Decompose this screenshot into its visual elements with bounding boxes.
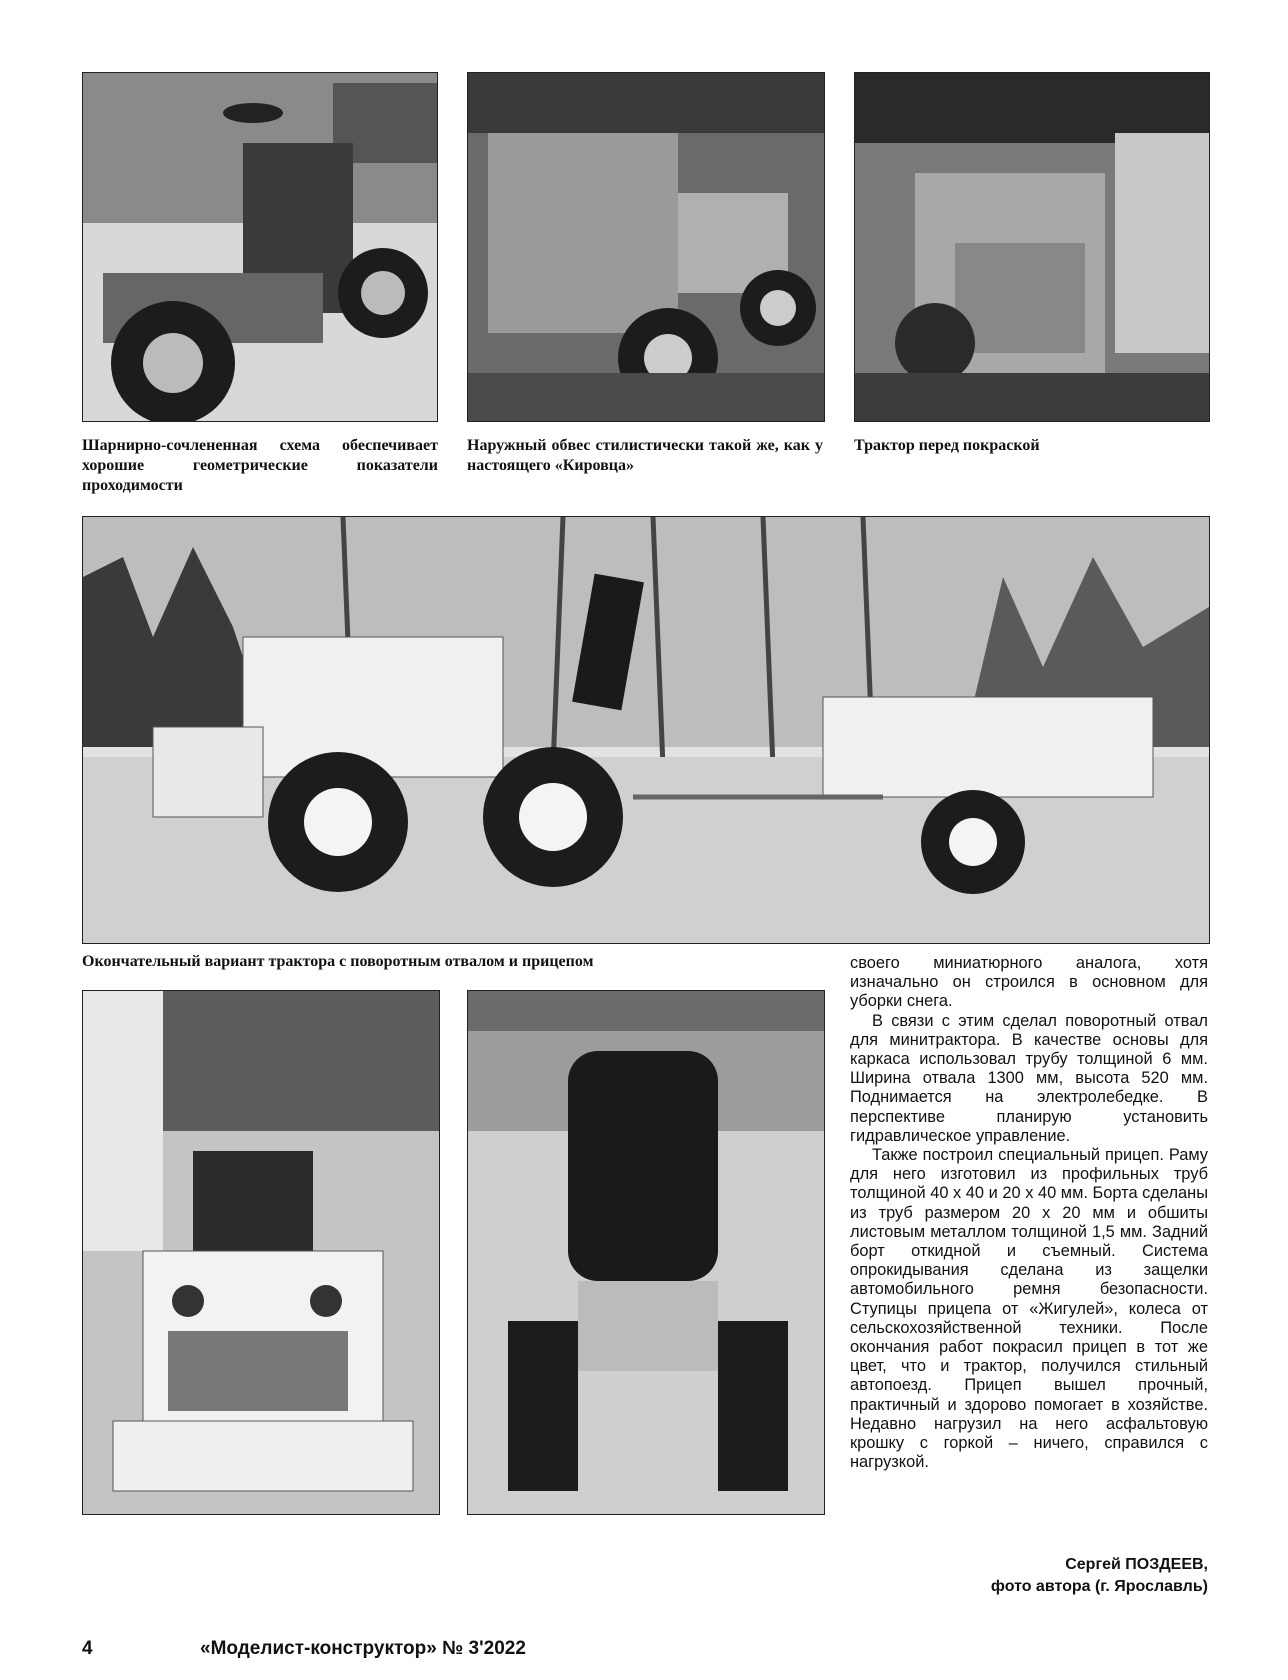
author-name: Сергей ПОЗДЕЕВ, — [1065, 1556, 1208, 1573]
photo-articulated-frame — [82, 72, 438, 422]
photo-caption: Окончательный вариант трактора с поворотным отвалом и прицепом — [82, 953, 594, 970]
photo-caption: Шарнирно-сочлененная схема обеспечивает хорошие геометрические показатели проходимости — [82, 437, 438, 494]
article-paragraph: своего миниатюрного аналога, хотя изначально он строился в основном для уборки снега. — [850, 954, 1208, 1011]
photo-kirovets-styling — [467, 72, 825, 422]
author-signature — [991, 1554, 1208, 1598]
journal-title: «Моделист-конструктор» № 3'2022 — [200, 1638, 526, 1659]
photo-caption: Наружный обвес стилистически такой же, как у настоящего «Кировца» — [467, 437, 823, 474]
photo-caption: Трактор перед покраской — [854, 437, 1040, 454]
page-number: 4 — [82, 1638, 93, 1659]
photo-final-tractor-with-trailer — [82, 516, 1210, 944]
photo-tractor-seat-rear-view — [467, 990, 825, 1515]
photo-tractor-front-view — [82, 990, 440, 1515]
article-paragraph: В связи с этим сделал поворотный отвал для минитрактора. В качестве основы для каркаса использовал трубу толщиной 6 мм. Ширина отвала 1300 мм, высота 520 мм. Поднимается на электролебедке. В перспективе планирую установить гидравлическое управление. — [850, 1011, 1208, 1145]
photo-before-painting — [854, 72, 1210, 422]
article-paragraph: Также построил специальный прицеп. Раму для него изготовил из профильных труб толщиной 40 х 40 и 20 х 40 мм. Борта сделаны из труб размером 20 х 20 мм и обшиты листовым металлом толщиной 1,5 мм. Задний борт откидной и съемный. Система опрокидывания сделана из защелки автомобильного ремня безопасности. Ступицы прицепа от «Жигулей», колеса от сельскохозяйственной техники. После окончания работ покрасил прицеп в тот же цвет, что и трактор, получился стильный автопоезд. Прицеп вышел прочный, практичный и здорово помогает в хозяйстве. Недавно нагрузил на него асфальтовую крошку с горкой – ничего, справился с нагрузкой. — [850, 1146, 1208, 1472]
article-body — [850, 954, 1208, 1472]
photo-credit: фото автора (г. Ярославль) — [990, 1578, 1208, 1595]
